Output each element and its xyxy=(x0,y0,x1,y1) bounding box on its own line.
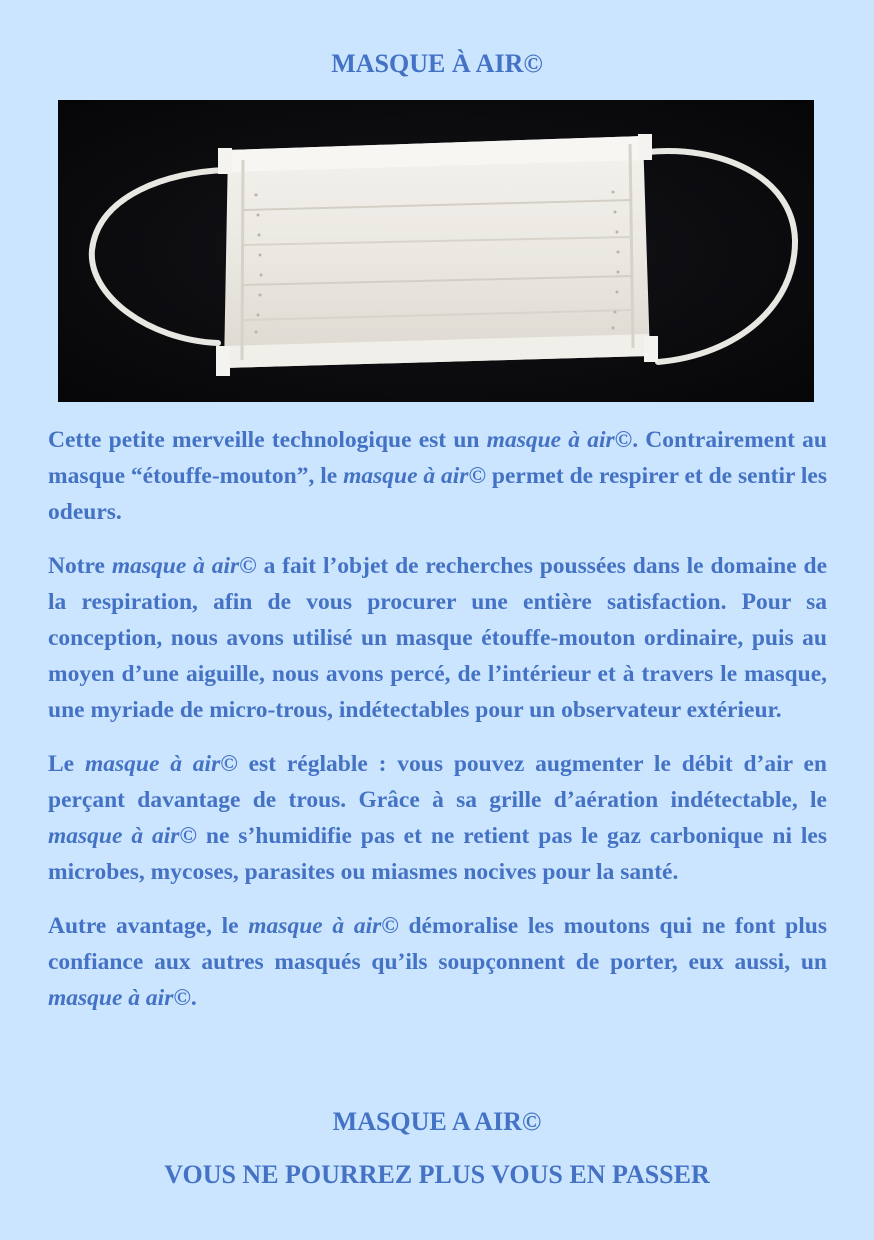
body-text xyxy=(48,422,827,1034)
mask-photo xyxy=(58,100,814,402)
text-run: Cette petite merveille technologique est un xyxy=(48,427,487,453)
slogan-tagline: VOUS NE POURREZ PLUS VOUS EN PASSER xyxy=(164,1160,710,1189)
text-run: Le xyxy=(48,751,85,777)
text-run: ©. xyxy=(173,985,197,1011)
paragraph-1 xyxy=(48,422,827,530)
product-name-italic: masque à air xyxy=(248,913,382,939)
product-name-italic: masque à air xyxy=(343,463,469,489)
text-run: © ne s’humidifie pas et ne retient pas le gaz carbonique ni les microbes, mycoses, parasites ou miasmes nocives pour la santé. xyxy=(48,823,827,885)
page-title: MASQUE À AIR© xyxy=(331,49,543,78)
paragraph-2 xyxy=(48,548,827,728)
text-run: © démoralise les moutons qui ne font plus confiance aux autres masqués qu’ils soupçonnent de porter, eux aussi, un xyxy=(48,913,827,975)
text-run: © a fait l’objet de recherches poussées dans le domaine de la respiration, afin de vous procurer une entière satisfaction. Pour sa conception, nous avons utilisé un masque étouffe-mouton ordinaire, puis au moyen d’une aiguille, nous avons percé, de l’intérieur et à travers le masque, une myriade de micro-trous, indétectables pour un observateur extérieur. xyxy=(48,553,827,723)
paragraph-3 xyxy=(48,746,827,890)
text-run: Autre avantage, le xyxy=(48,913,249,939)
text-run: © est réglable : vous pouvez augmenter le débit d’air en perçant davantage de trous. Grâce à sa grille d’aération indétectable, le xyxy=(48,751,827,813)
product-name-italic: masque à air xyxy=(48,823,180,849)
mask-illustration xyxy=(58,100,814,402)
slogan-title: MASQUE A AIR© xyxy=(332,1107,542,1136)
product-name-italic: masque à air xyxy=(84,751,221,777)
text-run: © permet de respirer et de sentir les odeurs. xyxy=(48,463,828,525)
paragraph-4 xyxy=(48,908,827,1016)
product-name-italic: masque à air xyxy=(48,985,174,1011)
product-name-italic: masque à air xyxy=(111,553,240,579)
text-run: Notre xyxy=(48,553,112,579)
product-name-italic: masque à air xyxy=(486,427,615,453)
text-run: ©. Contrairement au masque “étouffe-mouton”, le xyxy=(48,427,827,489)
